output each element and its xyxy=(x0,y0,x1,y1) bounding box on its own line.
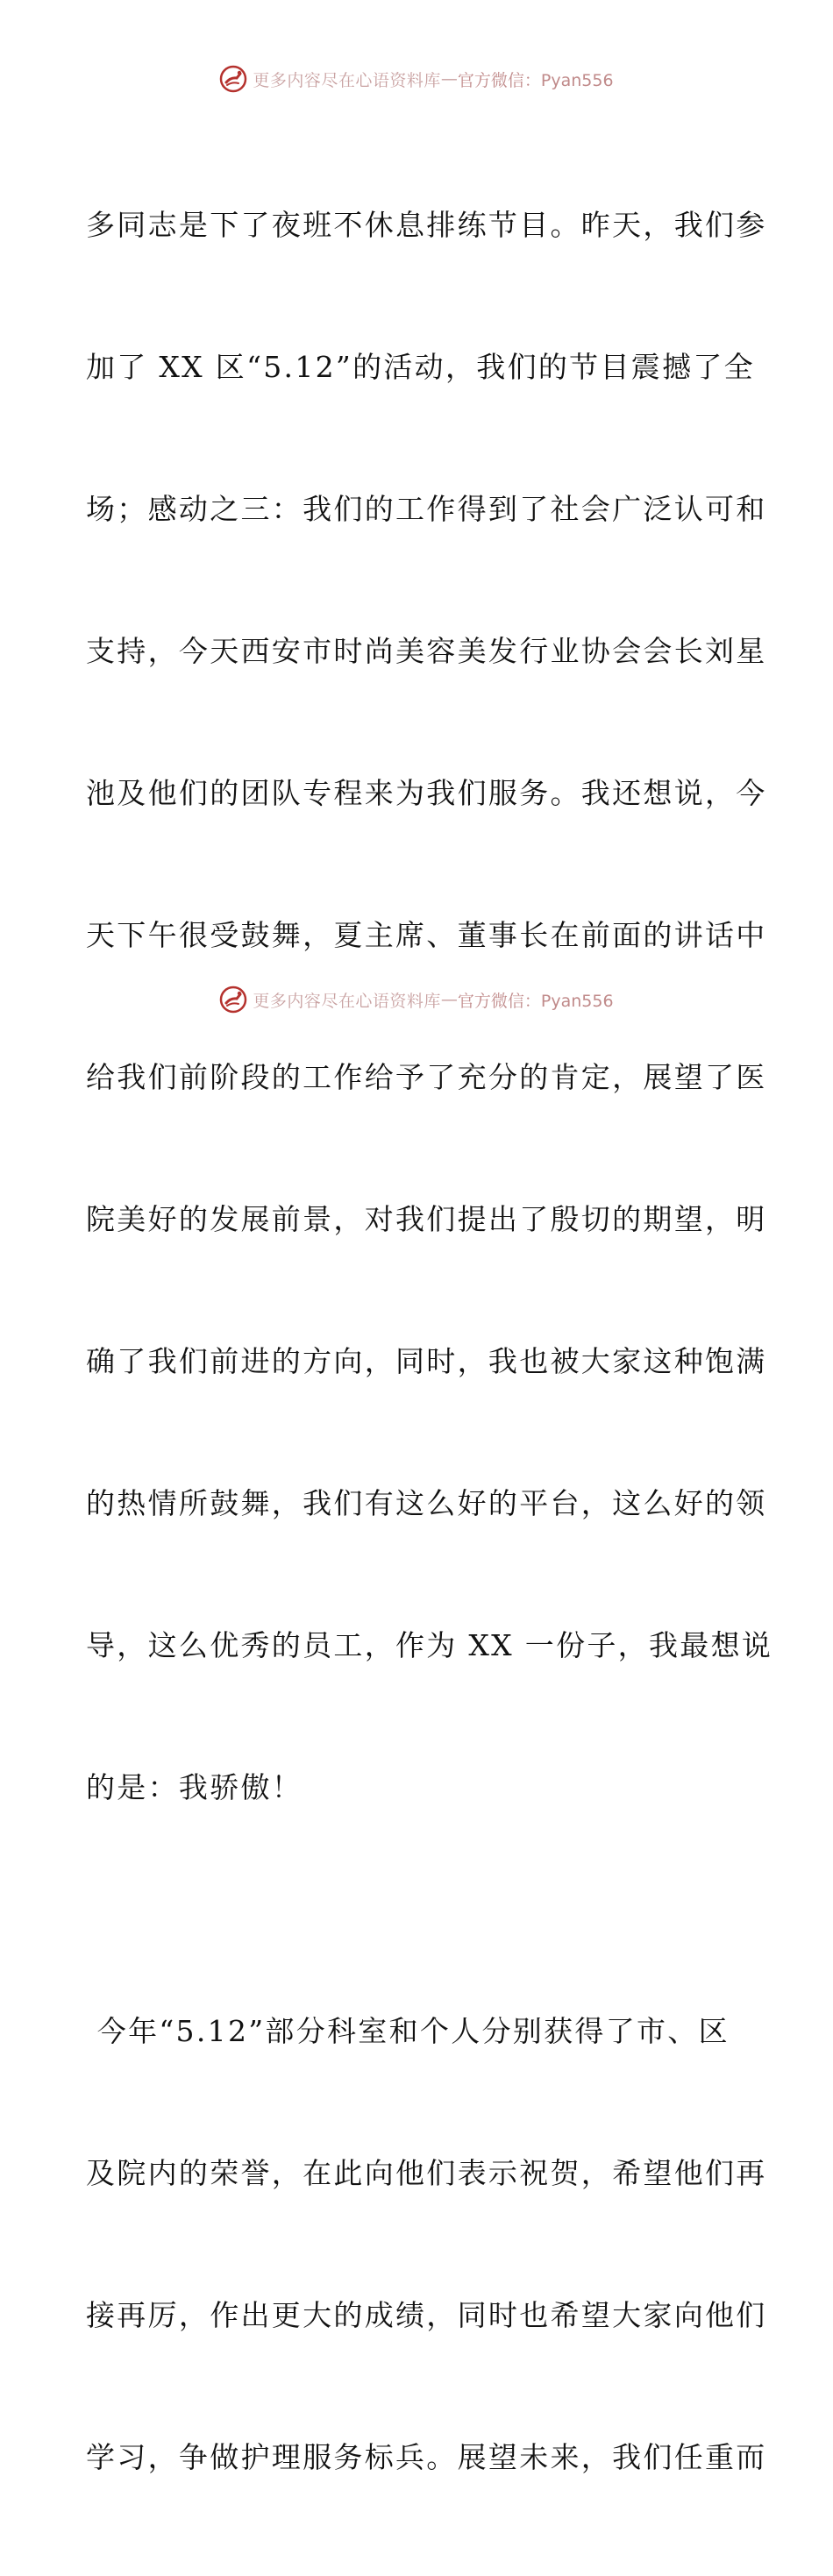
text-line: 的热情所鼓舞，我们有这么好的平台，这么好的领 xyxy=(86,1486,767,1520)
text-line: 池及他们的团队专程来为我们服务。我还想说，今 xyxy=(86,776,767,810)
footer-watermark xyxy=(0,982,833,1017)
text-line: 支持，今天西安市时尚美容美发行业协会会长刘星 xyxy=(86,634,767,668)
text-line: 及院内的荣誉，在此向他们表示祝贺，希望他们再 xyxy=(86,2156,767,2190)
book-logo-icon xyxy=(219,986,247,1014)
text-line: 学习，争做护理服务标兵。展望未来，我们任重而 xyxy=(86,2440,767,2474)
text-line: 的是：我骄傲！ xyxy=(86,1770,303,1804)
text-line: 给我们前阶段的工作给予了充分的肯定，展望了医 xyxy=(86,1060,767,1094)
watermark-separator: — xyxy=(440,69,458,89)
text-line: 加了 XX 区“5.12”的活动，我们的节目震撼了全 xyxy=(86,350,755,384)
watermark-separator: — xyxy=(440,990,458,1009)
text-line: 场；感动之三：我们的工作得到了社会广泛认可和 xyxy=(86,492,767,526)
text-line: 确了我们前进的方向，同时，我也被大家这种饱满 xyxy=(86,1344,767,1378)
watermark-main-text: 更多内容尽在心语资料库 xyxy=(253,991,441,1011)
book-logo-icon xyxy=(219,65,247,93)
watermark-wechat-text: 官方微信：Pyan556 xyxy=(457,70,614,90)
text-line: 今年“5.12”部分科室和个人分别获得了市、区 xyxy=(86,2014,730,2048)
paragraph-2 xyxy=(86,1913,767,2576)
watermark-wechat-text: 官方微信：Pyan556 xyxy=(457,991,614,1011)
text-line: 导，这么优秀的员工，作为 XX 一份子，我最想说 xyxy=(86,1628,773,1662)
text-line: 接再厉，作出更大的成绩，同时也希望大家向他们 xyxy=(86,2298,767,2332)
text-line: 多同志是下了夜班不休息排练节目。昨天，我们参 xyxy=(86,208,767,242)
document-body xyxy=(86,107,773,2576)
watermark-main-text: 更多内容尽在心语资料库 xyxy=(253,70,441,90)
header-watermark xyxy=(0,61,833,96)
text-line: 天下午很受鼓舞，夏主席、董事长在前面的讲话中 xyxy=(86,918,767,952)
text-line: 院美好的发展前景，对我们提出了殷切的期望，明 xyxy=(86,1202,767,1236)
